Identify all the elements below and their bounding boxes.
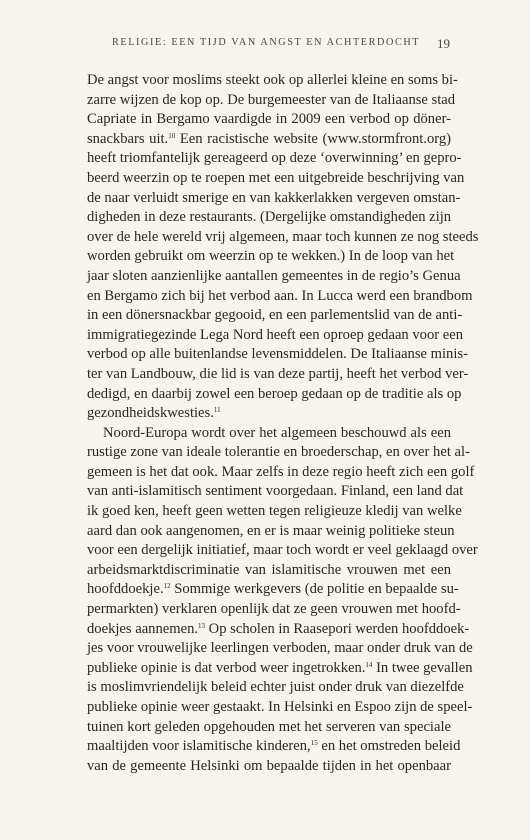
footnote-marker: 10 <box>168 131 176 140</box>
text-line <box>87 247 455 267</box>
text-line <box>87 306 463 326</box>
running-head: RELIGIE: EEN TIJD VAN ANGST EN ACHTERDOCHT <box>112 37 421 48</box>
line-text: worden gebruikt om weerzin op te wekken.) In de loop van het <box>87 248 455 265</box>
text-line <box>87 71 458 91</box>
text-line <box>87 757 451 777</box>
line-text: voor een dergelijk initiatief, maar toch wordt er veel geklaagd over <box>87 542 478 559</box>
line-text: aard dan ook aangenomen, en er is maar weinig politieke steun <box>87 522 455 539</box>
line-text: ik goed ken, heeft geen wetten tegen religieuze kledij van welke <box>87 503 462 520</box>
body-text <box>87 71 479 776</box>
line-text: over de hele wereld vrij algemeen, maar toch kunnen ze nog steeds <box>87 228 479 245</box>
text-line <box>87 208 451 228</box>
text-line <box>87 149 462 169</box>
text-line <box>87 326 464 346</box>
line-text: in een dönersnackbar gegooid, en een parlementslid van de anti- <box>87 307 463 324</box>
line-text: De angst voor moslims steekt ook op allerlei kleine en soms bi- <box>87 72 458 88</box>
text-line <box>87 110 451 130</box>
text-line <box>87 228 479 248</box>
text-line <box>87 267 461 287</box>
line-text: is moslimvriendelijk beleid echter juist onder druk van diezelfde <box>87 679 464 696</box>
line-text: ter van Landbouw, die lid is van deze partij, heeft het verbod ver- <box>87 365 469 382</box>
line-text: jaar sloten aanzienlijke aantallen gemeentes in de regio’s Genua <box>87 267 461 284</box>
footnote-marker: 13 <box>198 621 206 630</box>
text-line <box>87 91 456 111</box>
text-line <box>87 522 455 542</box>
line-text: Noord-Europa wordt over het algemeen beschouwd als een <box>103 424 451 441</box>
line-text: maaltijden voor islamitische kinderen, <box>87 738 311 755</box>
text-line <box>87 365 469 385</box>
footnote-marker: 14 <box>365 660 373 669</box>
text-line <box>87 463 475 483</box>
text-line <box>87 404 451 424</box>
line-text: heeft triomfantelijk gereageerd op deze ‘overwinning’ en gepro- <box>87 150 462 167</box>
line-text: gezondheidskwesties. <box>87 405 214 422</box>
text-line <box>87 169 465 189</box>
line-text: tuinen kort geleden opgehouden met het serveren van speciale <box>87 718 451 735</box>
line-text: gemeen is het dat ook. Maar zelfs in deze regio heeft zich een golf <box>87 463 475 480</box>
line-text: arbeidsmarktdiscriminatie van islamitische vrouwen met een <box>87 561 451 578</box>
line-text: immigratiegezinde Lega Nord heeft een oproep gedaan voor een <box>87 326 464 343</box>
text-line <box>87 620 470 640</box>
line-text: publieke opinie is dat verbod weer ingetrokken. <box>87 659 366 676</box>
line-text: rustige zone van ideale tolerantie en broederschap, en over het al- <box>87 444 470 461</box>
page-number: 19 <box>437 36 450 51</box>
text-line <box>87 639 473 659</box>
text-line <box>87 443 470 463</box>
text-line <box>87 189 461 209</box>
line-text: hoofddoekje. <box>87 581 164 598</box>
line-text: digheden in deze restaurants. (Dergelijke omstandigheden zijn <box>87 209 452 226</box>
line-text: snackbars uit. <box>87 130 169 147</box>
text-line <box>87 424 451 444</box>
footnote-marker: 15 <box>310 739 318 748</box>
footnote-marker: 11 <box>213 406 221 415</box>
text-line <box>87 482 464 502</box>
text-line <box>87 130 451 150</box>
line-text: doekjes aannemen. <box>87 620 199 637</box>
footnote-marker: 12 <box>163 582 171 591</box>
text-line <box>87 580 459 600</box>
line-text: van anti-islamitisch sentiment voorgedaan. Finland, een land dat <box>87 483 464 500</box>
text-line <box>87 737 461 757</box>
line-text: en Bergamo zich bij het verbod aan. In Lucca werd een brandbom <box>87 287 473 304</box>
line-text: beerd weerzin op te roepen met een uitgebreide beschrijving van <box>87 169 465 186</box>
text-line <box>87 659 473 679</box>
line-text: publieke opinie weer gestaakt. In Helsinki en Espoo zijn de speel- <box>87 699 473 715</box>
line-text: verbod op alle buitenlandse levensmiddelen. De Italiaanse minis- <box>87 346 468 363</box>
text-line <box>87 678 464 698</box>
text-line <box>87 541 478 561</box>
text-line <box>87 718 451 738</box>
line-text-after-note: Op scholen in Raasepori werden hoofddoek- <box>205 620 470 637</box>
text-line <box>87 600 461 620</box>
text-line <box>87 698 473 718</box>
text-line <box>87 385 462 405</box>
line-text-after-note: In twee gevallen <box>372 659 473 676</box>
line-text: Capriate in Bergamo vaardigde in 2009 een verbod op döner- <box>87 111 451 128</box>
line-text: permarkten) verklaren openlijk dat ze geen vrouwen met hoofd- <box>87 601 461 618</box>
text-line <box>87 287 473 307</box>
line-text-after-note: Een racistische website (www.stormfront.org) <box>175 130 452 147</box>
line-text: zarre wijzen de kop op. De burgemeester van de Italiaanse stad <box>87 91 456 108</box>
text-line <box>87 345 468 365</box>
line-text-after-note: Sommige werkgevers (de politie en bepaalde su- <box>170 581 459 598</box>
line-text: dedigd, en daarbij zowel een beroep gedaan op de traditie als op <box>87 385 462 402</box>
line-text-after-note: en het omstreden beleid <box>317 738 461 755</box>
line-text: de naar verluidt smerige en van kakkerlakken vergeven omstan- <box>87 189 461 206</box>
line-text: jes voor vrouwelijke leerlingen verboden, maar onder druk van de <box>87 640 473 657</box>
line-text: van de gemeente Helsinki om bepaalde tijden in het openbaar <box>87 757 451 774</box>
text-line <box>87 561 451 581</box>
text-line <box>87 502 462 522</box>
